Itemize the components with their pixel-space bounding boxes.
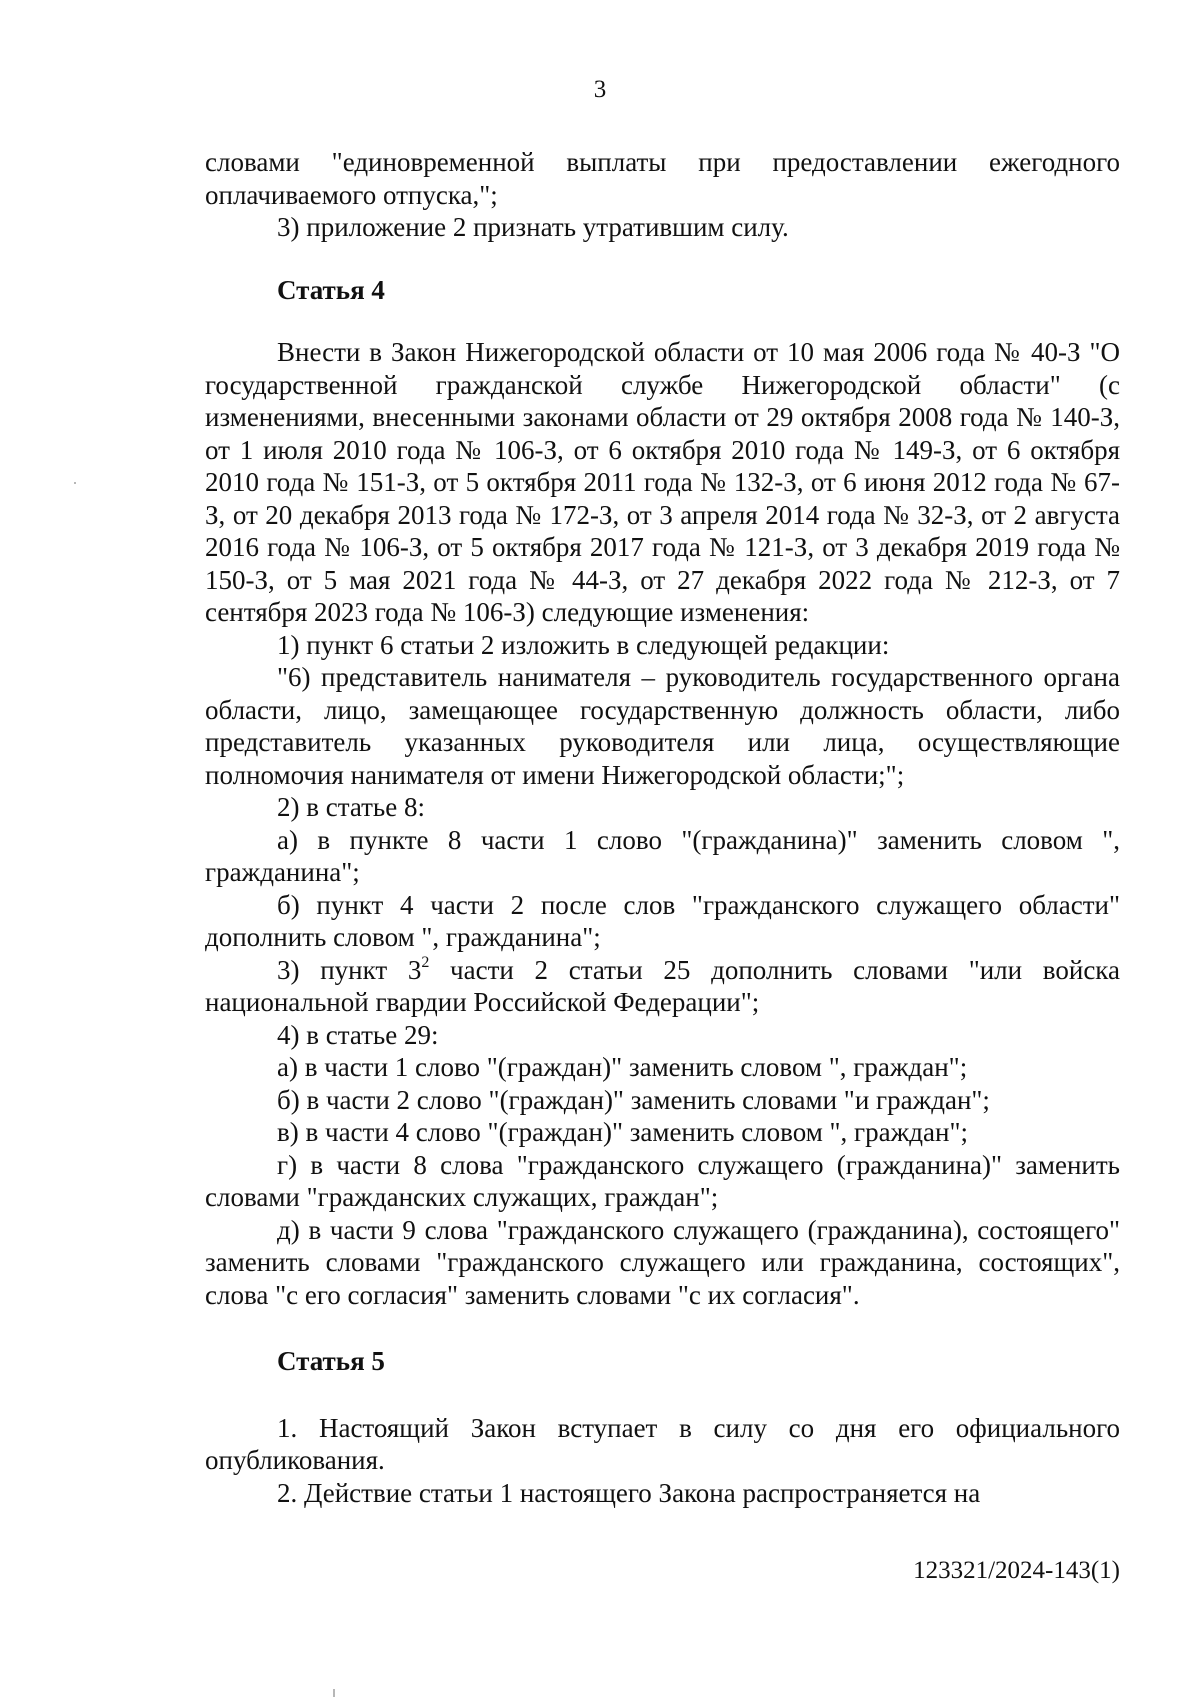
list-item: 3) приложение 2 признать утратившим силу.	[277, 212, 789, 242]
list-item: а) в пункте 8 части 1 слово "(гражданина)" заменить словом ", гражданина";	[205, 824, 1120, 887]
list-item: 4) в статье 29:	[277, 1019, 439, 1050]
document-registration-number: 123321/2024-143(1)	[913, 1557, 1120, 1584]
list-item: б) в части 2 слово "(граждан)" заменить словами "и граждан";	[277, 1084, 990, 1115]
scan-mark	[333, 1689, 335, 1697]
list-item: в) в части 4 слово "(граждан)" заменить словом ", граждан";	[277, 1117, 968, 1147]
article-4-intro: Внести в Закон Нижегородской области от 10 мая 2006 года № 40-З "О государственной гражданской службе Нижегородской области" (с изменениями, внесенными законами области от 29 октября 2008 года № 140-З, от 1 июля 2010 года № 106-З, от 6 октября 2010 года № 149-З, от 6 октября 2010 года № 151-З, от 5 октября 2011 года № 132-З, от 6 июня 2012 года № 67-З, от 20 декабря 2013 года № 172-З, от 3 апреля 2014 года № 32-З, от 2 августа 2016 года № 106-З, от 5 октября 2017 года № 121-З, от 3 декабря 2019 года № 150-З, от 5 мая 2021 года № 44-З, от 27 декабря 2022 года № 212-З, от 7 сентября 2023 года № 106-З) следующие изменения:	[205, 337, 1120, 627]
list-item: 1. Настоящий Закон вступает в силу со дня его официального опубликования.	[205, 1412, 1120, 1475]
list-item: б) пункт 4 части 2 после слов "гражданского служащего области" дополнить словом ", гражданина";	[205, 889, 1120, 952]
article-4-heading: Статья 4	[277, 274, 385, 305]
list-item: г) в части 8 слова "гражданского служащего (гражданина)" заменить словами "гражданских служащих, граждан";	[205, 1149, 1120, 1212]
list-item: д) в части 9 слова "гражданского служащего (гражданина), состоящего" заменить словами "гражданского служащего или гражданина, состоящих", слова "с его согласия" заменить словами "с их согласия".	[205, 1214, 1120, 1310]
list-item: 2) в статье 8:	[277, 792, 425, 822]
list-item: а) в части 1 слово "(граждан)" заменить словом ", граждан";	[277, 1052, 968, 1082]
document-body	[205, 146, 1120, 1509]
list-item: 3) пункт $3^2$ части 2 статьи 25 дополнить словами "или войска национальной гвардии Российской Федерации";	[205, 953, 1120, 1017]
list-item: 1) пункт 6 статьи 2 изложить в следующей редакции:	[277, 629, 890, 660]
scan-mark	[74, 482, 76, 484]
article-5-heading: Статья 5	[277, 1346, 385, 1376]
paragraph: словами "единовременной выплаты при предоставлении ежегодного оплачиваемого отпуска,";	[205, 147, 1120, 210]
list-item: 2. Действие статьи 1 настоящего Закона распространяется на	[277, 1477, 981, 1508]
superscript: 2	[421, 953, 430, 971]
quoted-text: "6) представитель нанимателя – руководитель государственного органа области, лицо, замещающее государственную должность области, либо представитель указанных руководителя или лица, осуществляющие полномочия нанимателя от имени Нижегородской области;";	[205, 662, 1120, 790]
page-number: 3	[593, 76, 607, 103]
